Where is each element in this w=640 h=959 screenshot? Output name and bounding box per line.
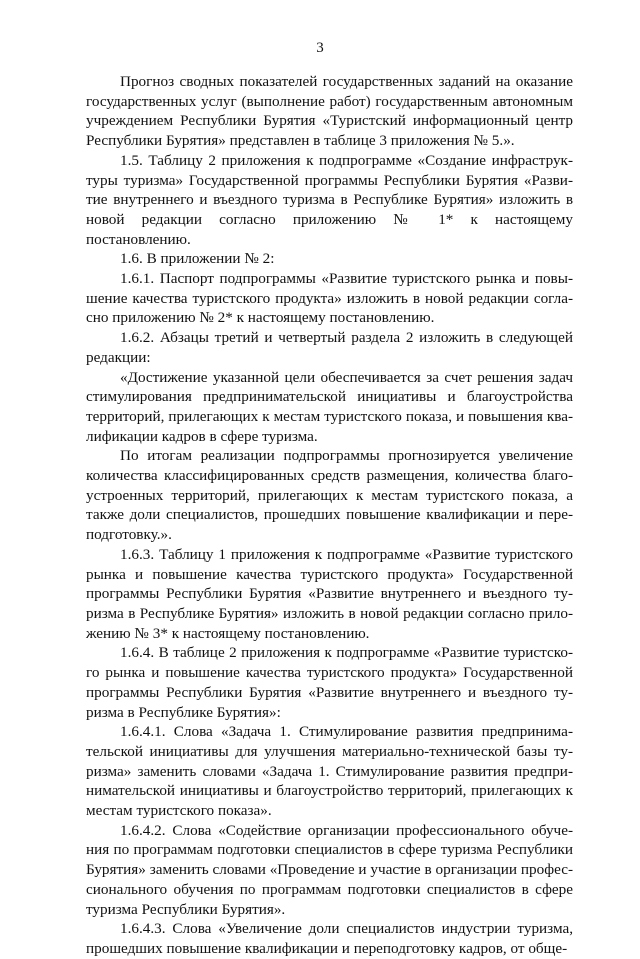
paragraph-quote-goal: «Достижение указанной цели обеспечивается за счет решения задач стимулирования предпринимательской инициативы и благоустройства территорий, прилегающих к местам туристского показа, и повышения квалификации кадров в сфере туризма. [86,368,573,445]
paragraph-1-6-4-3: 1.6.4.3. Слова «Увеличение доли специалистов индустрии туризма, прошедших повышение квалификации и переподготовку кадров, от обще- [86,920,573,957]
document-body [86,72,573,959]
paragraph-1-6: 1.6. В приложении № 2: [120,250,275,268]
paragraph-1-6-4-1: 1.6.4.1. Слова «Задача 1. Стимулирование развития предпринимательской инициативы для улучшения материально-технической базы туризма» заменить словами «Задача 1. Стимулирование развития предпринимательской инициативы и благоустройство территорий, прилегающих к местам туристского показа». [86,723,573,820]
paragraph-1-6-1: 1.6.1. Паспорт подпрограммы «Развитие туристского рынка и повышение качества туристского продукта» изложить в новой редакции согласно приложению № 2* к настоящему постановлению. [86,270,573,327]
paragraph-1-5: 1.5. Таблицу 2 приложения к подпрограмме «Создание инфраструктуры туризма» Государственной программы Республики Бурятия «Развитие внутреннего и въездного туризма в Республике Бурятия» изложить в новой редакции согласно приложению № 1* к настоящему постановлению. [86,151,573,248]
paragraph-quote-results: По итогам реализации подпрограммы прогнозируется увеличение количества классифицированных средств размещения, количества благоустроенных территорий, прилегающих к местам туристского показа, а также доли специалистов, прошедших повышение квалификации и переподготовку.». [86,447,573,544]
paragraph-1-6-4-2: 1.6.4.2. Слова «Содействие организации профессионального обучения по программам подготовки специалистов в сфере туризма Республики Бурятия» заменить словами «Проведение и участие в организации профессионального обучения по программам подготовки специалистов в сфере туризма Республики Бурятия». [86,821,573,918]
paragraph-forecast-indicators: Прогноз сводных показателей государственных заданий на оказание государственных услуг (выполнение работ) государственным автономным учреждением Республики Бурятия «Туристский информационный центр Республики Бурятия» представлен в таблице 3 приложения № 5.». [86,73,573,150]
paragraph-1-6-4: 1.6.4. В таблице 2 приложения к подпрограмме «Развитие туристского рынка и повышение качества туристского продукта» Государственной программы Республики Бурятия «Развитие внутреннего и въездного туризма в Республике Бурятия»: [86,644,573,721]
paragraph-1-6-2: 1.6.2. Абзацы третий и четвертый раздела 2 изложить в следующей редакции: [86,329,573,366]
page-number: 3 [316,40,324,56]
paragraph-1-6-3: 1.6.3. Таблицу 1 приложения к подпрограмме «Развитие туристского рынка и повышение качества туристского продукта» Государственной программы Республики Бурятия «Развитие внутреннего и въездного туризма в Республике Бурятия» изложить в новой редакции согласно приложению № 3* к настоящему постановлению. [86,545,573,642]
